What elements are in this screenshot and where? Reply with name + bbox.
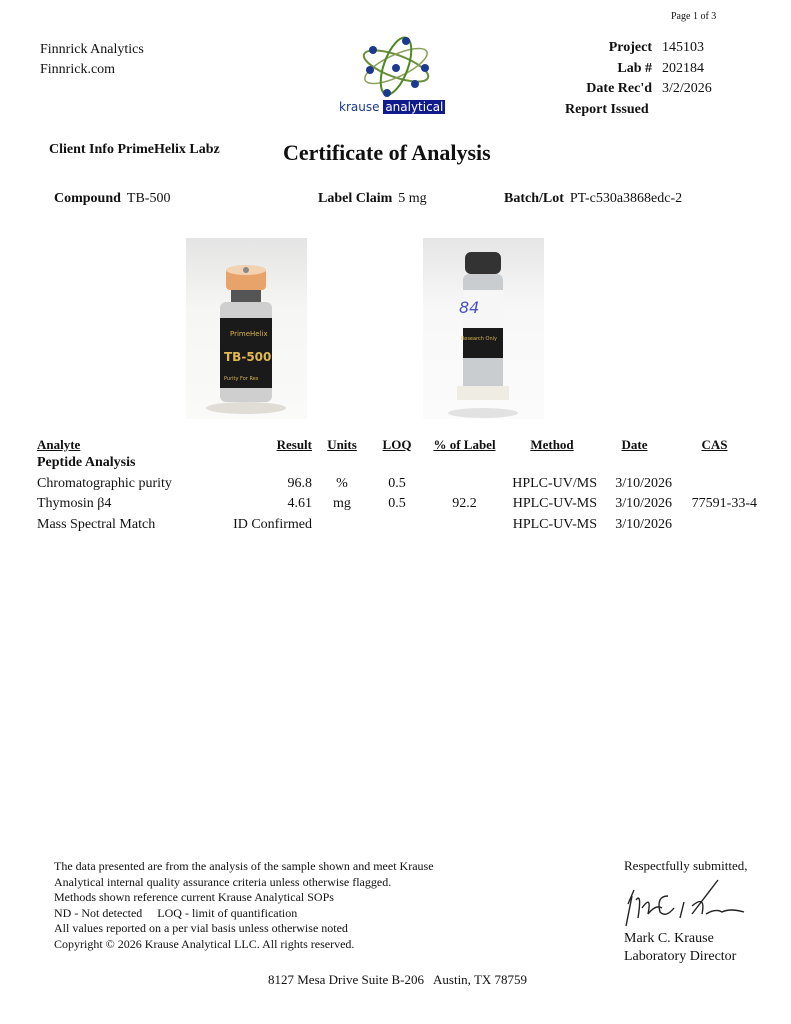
cell-cas: [672, 515, 757, 536]
table-header-row: [37, 436, 757, 453]
note-line: Analytical internal quality assurance criteria unless otherwise flagged.: [54, 874, 392, 889]
cell-cas: 77591-33-4: [691, 496, 757, 512]
note-line: Methods shown reference current Krause Analytical SOPs: [54, 890, 334, 904]
col-date: Date: [621, 436, 648, 452]
compound-label: Compound: [54, 191, 121, 206]
meta-date-received: [540, 79, 712, 100]
cell-percent-label: [422, 474, 507, 495]
vial-photo-back: [423, 238, 544, 419]
client-info: [49, 142, 220, 158]
logo-word-analytical: analytical: [385, 100, 444, 114]
client-label: Client Info: [49, 142, 114, 157]
cell-date: 3/10/2026: [615, 496, 672, 512]
meta-value: 3/2/2026: [662, 81, 712, 97]
client-name: PrimeHelix Labz: [117, 142, 220, 157]
col-units: Units: [327, 436, 357, 452]
vial-back-icon: [423, 238, 544, 419]
vial-photo-front: [186, 238, 307, 419]
cell-method: HPLC-UV-MS: [512, 516, 597, 532]
page-title: Certificate of Analysis: [283, 140, 491, 165]
svg-text:TB-500: TB-500: [224, 350, 272, 364]
cell-percent-label: [422, 515, 507, 536]
batch-value: PT-c530a3868edc-2: [569, 191, 683, 206]
cell-units: %: [336, 475, 348, 491]
meta-report-issued: [540, 100, 712, 121]
label-claim-label: Label Claim: [318, 191, 393, 206]
meta-label: Report Issued: [565, 101, 649, 117]
section-row: [37, 453, 757, 474]
meta-label: Project: [608, 40, 652, 56]
batch-label: Batch/Lot: [504, 191, 564, 206]
meta-value: 202184: [662, 60, 704, 76]
col-loq: LOQ: [382, 436, 412, 452]
cell-result: 96.8: [287, 475, 312, 491]
cell-date: 3/10/2026: [615, 516, 672, 532]
meta-label: Date Rec'd: [586, 81, 652, 97]
meta-label: Lab #: [617, 60, 652, 76]
cell-method: HPLC-UV-MS: [512, 496, 597, 512]
cell-result: 4.61: [287, 496, 312, 512]
signer-name: Mark C. Krause: [624, 931, 714, 946]
signature-closing: Respectfully submitted,: [624, 858, 748, 873]
logo-word-krause: krause: [339, 100, 380, 114]
col-cas: CAS: [701, 436, 728, 452]
cell-units: [312, 515, 372, 536]
lab-info: [40, 40, 144, 80]
lab-website: Finnrick.com: [40, 62, 116, 77]
svg-text:84: 84: [459, 298, 480, 317]
lab-address: 8127 Mesa Drive Suite B-206 Austin, TX 78759: [268, 972, 528, 987]
cell-analyte: Chromatographic purity: [37, 475, 172, 491]
note-line: Copyright © 2026 Krause Analytical LLC. All rights reserved.: [54, 936, 355, 951]
page-indicator: Page 1 of 3: [671, 11, 717, 22]
krause-analytical-logo: [337, 32, 455, 120]
compound-value: TB-500: [126, 191, 171, 206]
cell-analyte: Thymosin β4: [37, 496, 112, 512]
svg-text:Research Only: Research Only: [461, 336, 497, 342]
note-line: ND - Not detected LOQ - limit of quantification: [54, 905, 298, 920]
vial-front-icon: [186, 238, 307, 419]
signature-icon: [622, 874, 752, 934]
label-claim-value: 5 mg: [398, 191, 427, 206]
footer-notes: [54, 859, 434, 952]
cell-result: ID Confirmed: [233, 516, 312, 532]
table-row: [37, 494, 757, 515]
compound-field: [54, 191, 170, 207]
label-claim-field: [318, 191, 427, 207]
cell-analyte: Mass Spectral Match: [37, 516, 156, 532]
cell-loq: 0.5: [388, 475, 406, 491]
note-line: All values reported on a per vial basis unless otherwise noted: [54, 921, 348, 935]
col-percent-label: % of Label: [433, 436, 496, 452]
batch-field: [504, 191, 682, 207]
cell-cas: [672, 474, 757, 495]
signer-title: Laboratory Director: [624, 949, 737, 964]
svg-text:Purity For Res: Purity For Res: [224, 376, 259, 382]
note-line: The data presented are from the analysis of the sample shown and meet Krause: [54, 859, 434, 873]
cell-loq: 0.5: [388, 496, 406, 512]
col-method: Method: [530, 436, 574, 452]
cell-loq: [372, 515, 422, 536]
signature-block: [624, 858, 752, 966]
cell-units: mg: [333, 496, 351, 512]
svg-text:PrimeHelix: PrimeHelix: [230, 330, 268, 338]
results-table: [37, 436, 757, 535]
cell-percent-label: 92.2: [452, 496, 477, 512]
meta-lab-number: [540, 59, 712, 80]
cell-method: HPLC-UV/MS: [512, 475, 597, 491]
report-meta: [540, 38, 712, 120]
section-title: Peptide Analysis: [37, 455, 136, 471]
lab-name: Finnrick Analytics: [40, 42, 144, 57]
table-row: [37, 474, 757, 495]
meta-value: 145103: [662, 40, 704, 56]
col-analyte: Analyte: [37, 436, 81, 452]
table-row: [37, 515, 757, 536]
cell-date: 3/10/2026: [615, 475, 672, 491]
col-result: Result: [276, 436, 312, 452]
meta-project: [540, 38, 712, 59]
